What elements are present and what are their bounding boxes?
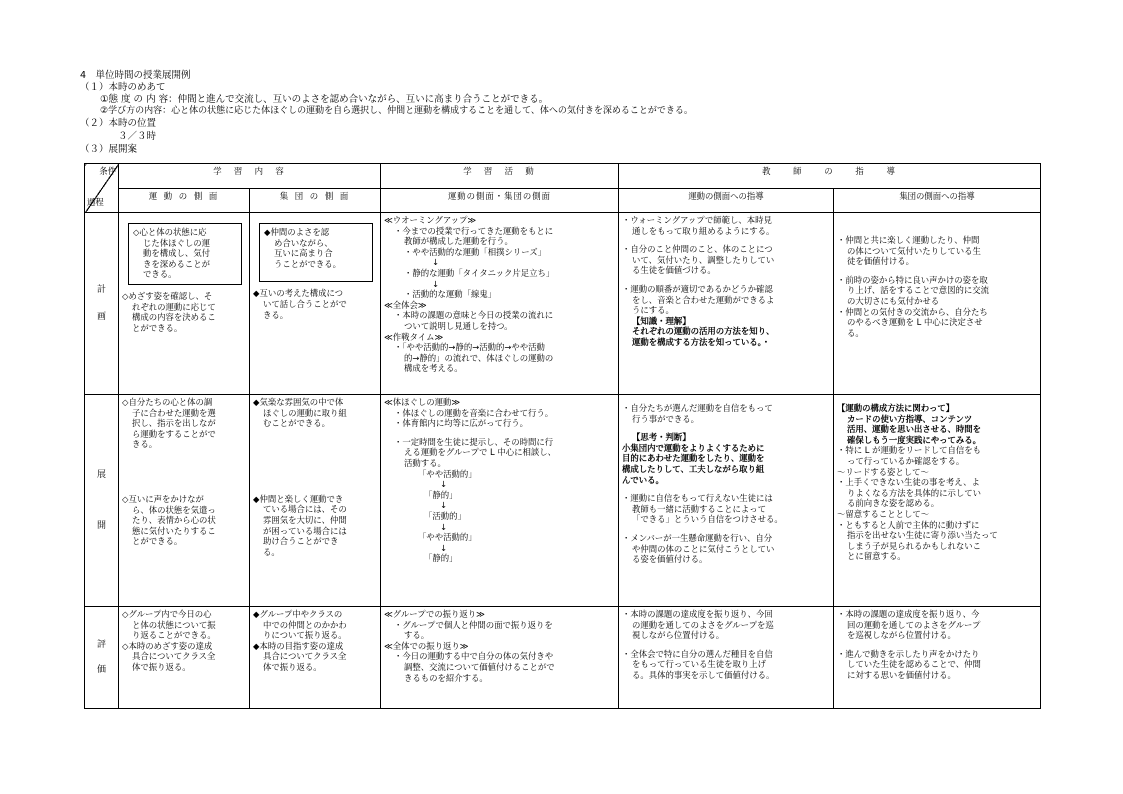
text-line: ・体ほぐしの運動を音楽に合わせて行う。	[394, 407, 554, 418]
text-line: 択し、指示を出しなが	[132, 418, 216, 429]
stage-develop	[85, 395, 119, 607]
text-line: 活動する。	[404, 457, 446, 468]
header-learning-content: 学 習 内 容	[119, 164, 381, 189]
text-line: ・今日の運動する中で自分の体の気付きや	[394, 651, 554, 662]
text-line: 指示を出せない生徒に寄り添い当たって	[847, 530, 998, 541]
arrow: ↓	[440, 479, 448, 490]
arrow: ↓	[432, 278, 440, 289]
eval-activity-cell	[381, 607, 619, 709]
flow-step: 「やや活動的」	[418, 468, 477, 479]
text-line: ・体育館内に均等に広がって行う。	[394, 418, 528, 429]
text-line: をし、音楽と合わせた運動ができるよ	[632, 294, 775, 305]
text-line: ・メンバーが一生懸命運動を行い、自分	[622, 532, 773, 543]
text-line: ・静的な運動「タイタニック片足立ち」	[404, 267, 555, 278]
text-line: ◇互いに声をかけなが	[122, 493, 204, 504]
text-line: 目的にあわせた運動をしたり、運動を	[622, 453, 765, 464]
text-line: 調整、交流について価値付けることがで	[404, 661, 555, 672]
text-line: ・進んで動きを示したり声をかけたり	[837, 648, 980, 659]
text-line: とができる。	[132, 536, 183, 547]
text-line: ◆仲間のよさを認	[264, 227, 330, 237]
text-line: 行う事ができる。	[632, 413, 699, 424]
text-line: る生徒を価値づける。	[632, 265, 716, 276]
text-line: ・一定時間を生徒に提示し、その時間に行	[394, 436, 554, 447]
text-line: 「できる」とういう自信をつけさせる。	[632, 514, 783, 525]
text-line: きる。	[263, 309, 289, 320]
text-line: れぞれの運動に応じて	[132, 301, 216, 312]
text-line: うことができる。	[274, 258, 341, 269]
text-line: 回の運動を通してのよさをグループ	[847, 619, 981, 630]
text-line: 構成を考える。	[404, 363, 463, 374]
subheader-group: 集 団 の 側 面	[250, 189, 381, 213]
text-line: ≪全体会≫	[384, 299, 427, 310]
text-line: 構成の内容を決めるこ	[132, 312, 216, 323]
text-line: とに留意する。	[847, 551, 906, 562]
text-line: できる。	[143, 269, 177, 280]
text-line: る。	[263, 546, 280, 557]
arrow: ↓	[432, 257, 440, 268]
arrow: ↓	[440, 542, 448, 553]
plan-heading: （３）展開案	[80, 144, 138, 155]
text-line: きる。	[132, 439, 158, 450]
text-line: をもって行っている生徒を取り上げ	[632, 659, 766, 670]
header-teacher-guidance: 教 師 の 指 導	[619, 164, 1041, 189]
text-line: ～留意することとして～	[837, 508, 930, 519]
develop-exercise-cell	[119, 395, 250, 607]
eval-group-cell	[250, 607, 381, 709]
goal-1: ①態 度 の 内 容：仲間と進んで交流し、互いのよさを認め合いながら、互いに高まり合うことができる。	[100, 94, 549, 105]
text-line: ≪体ほぐしの運動≫	[384, 397, 461, 407]
text-line: ・上手くできない生徒の事を考え、よ	[837, 477, 980, 488]
text-line: 具合についてクラス全	[263, 651, 347, 662]
stage-develop-char-1: 展	[96, 469, 106, 480]
text-line: 助け合うことができ	[263, 536, 339, 547]
text-line: ほぐしの運動に取り組	[263, 407, 347, 418]
text-line: ・特に L が運動をリードして自信をも	[837, 445, 981, 456]
plan-group-box	[259, 223, 373, 282]
text-line: 雰囲気を大切に、仲間	[263, 514, 347, 525]
corner-bottom: 過程	[87, 197, 104, 208]
text-line: と体の状態について振	[132, 619, 216, 630]
text-line: ・ウォーミングアップで師範し、本時見	[622, 215, 772, 225]
text-line: 中での仲間とのかかわ	[263, 619, 347, 630]
text-line: 徒を価値付ける。	[847, 256, 914, 267]
text-line: しまう子が見られるかもしれないこ	[847, 540, 981, 551]
text-line: ・運動の順番が適切であるかどうか確認	[622, 283, 773, 294]
subheader-activity: 運動の側面・集団の側面	[381, 189, 619, 213]
text-line: ◆気楽な雰囲気の中で体	[253, 397, 344, 407]
text-line: 小集団内で運動をよりよくするために	[622, 442, 765, 453]
corner-top: 条件	[99, 166, 116, 176]
text-line: ら、体の状態を気遣っ	[132, 504, 216, 515]
text-line: 体で振り返る。	[263, 661, 322, 672]
text-line: り返ることができる。	[132, 630, 216, 641]
text-line: 子に合わせた運動を選	[132, 407, 216, 418]
header-learning-activity: 学 習 活 動	[381, 164, 619, 189]
text-line: ・今までの授業で行ってきた運動をもとに	[394, 225, 554, 236]
text-line: ≪ウオーミングアップ≫	[384, 215, 477, 225]
text-line: うにする。	[632, 305, 674, 316]
text-line: 視しながら位置付ける。	[632, 630, 725, 641]
text-line: ・仲間との気付きの交流から、自分たち	[837, 306, 988, 317]
eval-guidance-exercise-cell	[619, 607, 834, 709]
text-line: ・グループで個人と仲間の面で振り返りを	[394, 619, 553, 630]
text-line: ・本時の課題の達成度を振り返り、今	[837, 609, 980, 619]
flow-step: 「静的」	[424, 489, 458, 500]
text-line: いて、気付いたり、調整したりしてい	[632, 254, 775, 265]
plan-exercise-box	[128, 223, 242, 285]
text-line: ≪グループでの振り返り≫	[384, 609, 485, 619]
text-line: りについて振り返る。	[263, 630, 347, 641]
eval-guidance-group-cell	[834, 607, 1041, 709]
text-line: め合いながら、	[274, 237, 333, 248]
text-line: ・仲間と共に楽しく運動したり、仲間	[837, 235, 980, 245]
arrow: ↓	[440, 521, 448, 532]
text-line: 教師が構成した運動を行う。	[404, 236, 513, 247]
plan-guidance-group-cell	[834, 213, 1041, 395]
position-heading: （２）本時の位置	[80, 118, 157, 129]
text-line: の体について気付いたりしている生	[847, 245, 981, 256]
text-line: 体で振り返る。	[132, 661, 191, 672]
arrow: ↓	[440, 500, 448, 511]
lesson-plan-table	[84, 163, 1041, 709]
text-line: ◆仲間と楽しく運動でき	[253, 493, 344, 504]
text-line: える運動をグループで L 中心に相談し、	[404, 447, 556, 458]
eval-exercise-cell	[119, 607, 250, 709]
plan-activity-cell	[381, 213, 619, 395]
text-line: たり、表情から心の状	[132, 515, 216, 526]
text-line: のやるべき運動を L 中心に決定させ	[847, 317, 983, 328]
subheader-guid-group: 集団の側面への指導	[834, 189, 1041, 213]
goal-2: ②学び方の内容：心と体の状態に応じた体ほぐしの運動を自ら選択し、仲間と運動を構成することを通して、体への気付きを深めることができる。	[100, 106, 693, 116]
text-line: ・活動的な運動「線鬼」	[404, 289, 497, 300]
text-line: 動を構成し、気付	[143, 248, 210, 259]
develop-activity-cell	[381, 395, 619, 607]
text-line: を巡視しながら位置付ける。	[847, 630, 956, 641]
develop-group-cell	[250, 395, 381, 607]
text-line: 態に気付いたりするこ	[132, 525, 216, 536]
text-line: ついて説明し見通しを持つ。	[404, 320, 513, 331]
text-line: ◇自分たちの心と体の調	[122, 397, 213, 407]
text-line: 具合についてクラス全	[132, 651, 216, 662]
text-line: ◆互いの考えた構成につ	[253, 288, 344, 299]
stage-eval	[85, 607, 119, 709]
text-line: ≪作戦タイム≫	[384, 331, 444, 342]
text-line: していた生徒を認めることで、仲間	[847, 659, 981, 670]
text-line: の大切さにも気付かせる	[847, 295, 940, 306]
corner-cell	[85, 164, 119, 213]
text-line: カードの使い方指導、コンテンツ	[847, 413, 973, 424]
text-line: ら運動をすることがで	[132, 428, 216, 439]
stage-develop-char-2: 開	[96, 520, 106, 531]
text-line: きを深めることが	[143, 258, 210, 269]
text-line: 通しをもって取り組めるようにする。	[632, 225, 775, 236]
text-line: 互いに高まり合	[274, 248, 333, 259]
text-line: る。	[847, 327, 864, 338]
text-line: とができる。	[132, 322, 183, 333]
text-line: ◇本時のめざす姿の達成	[122, 640, 213, 651]
develop-guidance-group-cell	[834, 395, 1041, 607]
text-line: ・全体会で特に自分の選んだ種目を自信	[622, 648, 773, 659]
position-value: ３／３時	[118, 131, 157, 142]
text-line: の運動を通してのよさをグループを巡	[632, 619, 774, 630]
develop-guidance-exercise-cell	[619, 395, 834, 607]
text-line: ・本時の課題の意味と今日の授業の流れに	[394, 310, 554, 321]
text-line: る前向きな姿を認める。	[847, 498, 940, 509]
text-line: ≪全体での振り返り≫	[384, 640, 469, 651]
text-line: ◇めざす姿を確認し、そ	[122, 290, 213, 301]
text-line: ・運動に自信をもって行えない生徒には	[622, 493, 773, 504]
plan-exercise-cell	[119, 213, 250, 395]
text-line: 教師も一緒に活動することによって	[632, 503, 766, 514]
text-line: ・ともすると人前で主体的に動けずに	[837, 519, 980, 530]
flow-step: 「活動的」	[424, 510, 466, 521]
text-line: ◇心と体の状態に応	[133, 227, 207, 237]
text-line: る。具体的事実を示して価値付ける。	[632, 669, 775, 680]
text-line: ◇グループ内で今日の心	[122, 609, 212, 619]
text-line: や仲間の体のことに気付こうとしてい	[632, 543, 775, 554]
section-title: 4 単位時間の授業展開例	[80, 70, 191, 81]
stage-plan	[85, 213, 119, 395]
text-line: それぞれの運動の活用の方法を知り、	[632, 326, 775, 337]
text-line: 確保しもう一度実践にやってみる。	[847, 434, 981, 445]
stage-eval-char-1: 評	[96, 639, 106, 650]
text-line: ・前時の姿から特に良い声かけの姿を取	[837, 274, 988, 285]
text-line: んでいる。	[622, 474, 664, 485]
text-line: って行っているか確認をする。	[847, 455, 965, 466]
text-line: 【思考・判断】	[632, 432, 691, 443]
text-line: いて話し合うことがで	[263, 298, 347, 309]
stage-eval-char-2: 価	[96, 664, 106, 675]
text-line: りよくなる方法を具体的に示してい	[847, 487, 981, 498]
text-line: する。	[404, 630, 430, 641]
flow-step: 「やや活動的」	[418, 532, 477, 543]
text-line: 【運動の構成方法に関わって】	[837, 403, 955, 413]
text-line: ◆本時の目指す姿の達成	[253, 640, 344, 651]
subheader-exercise: 運 動 の 側 面	[119, 189, 250, 213]
text-line: むことができる。	[263, 418, 330, 429]
text-line: ている場合には、その	[263, 504, 347, 515]
plan-group-cell	[250, 213, 381, 395]
text-line: 的→静的」の流れで、体ほぐしの運動の	[404, 352, 554, 363]
text-line: 活用、運動を思い出させる、時間を	[847, 424, 981, 435]
text-line: きるものを紹介する。	[404, 672, 488, 683]
text-line: ◆グループ中やクラスの	[253, 609, 343, 619]
text-line: が困っている場合には	[263, 525, 347, 536]
text-line: ・「やや活動的→静的→活動的→やや活動	[394, 342, 545, 353]
text-line: ・自分たちが選んだ運動を自信をもって	[622, 403, 773, 413]
text-line: ～リードする姿として～	[837, 466, 929, 477]
text-line: ・本時の課題の達成度を振り返り、今回	[622, 609, 773, 619]
text-line: り上げ、話をすることで意図的に交流	[847, 285, 990, 296]
text-line: じた体ほぐしの運	[143, 237, 210, 248]
text-line: 運動を構成する方法を知っている。・	[632, 336, 771, 347]
text-line: ・自分のこと仲間のこと、体のことにつ	[622, 244, 773, 255]
stage-plan-char-1: 計	[96, 284, 106, 295]
text-line: ・やや活動的な運動「相撲シリーズ」	[404, 246, 546, 257]
stage-plan-char-2: 画	[96, 311, 106, 322]
subheader-guid-exercise: 運動の側面への指導	[619, 189, 834, 213]
text-line: る姿を価値付ける。	[632, 554, 708, 565]
text-line: に対する思いを価値付ける。	[847, 669, 956, 680]
text-line: 【知識・理解】	[632, 315, 691, 326]
goal-heading: （１）本時のめあて	[80, 82, 166, 93]
flow-step: 「静的」	[424, 553, 458, 564]
plan-guidance-exercise-cell	[619, 213, 834, 395]
text-line: 構成したりして、工夫しながら取り組	[622, 463, 765, 474]
